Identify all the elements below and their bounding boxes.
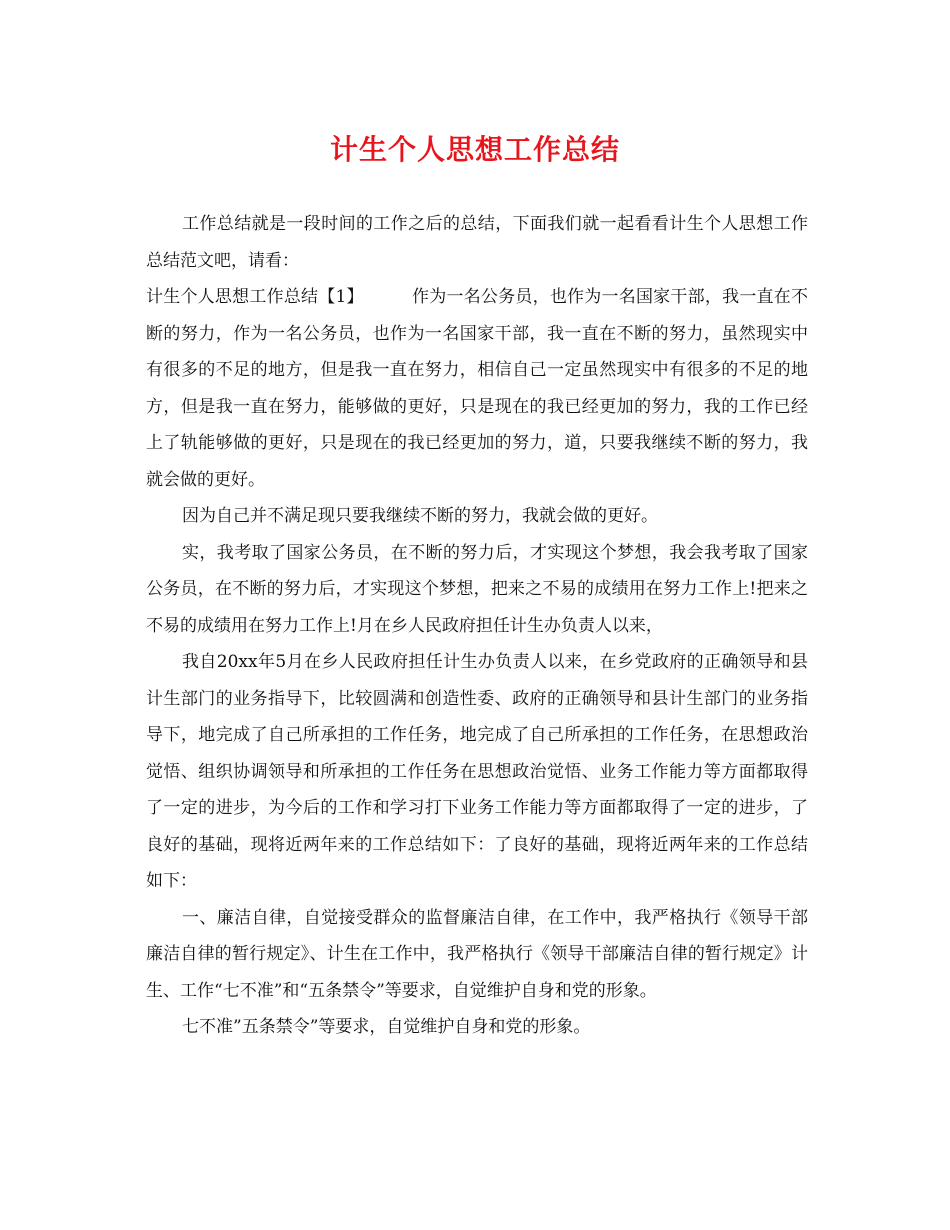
paragraph-text: 七不准”五条禁令”等要求，自觉维护自身和党的形象。 <box>182 1017 591 1037</box>
paragraph-text: 工作总结就是一段时间的工作之后的总结，下面我们就一起看看计生个人思想工作总结范文吧，请看： <box>146 214 808 271</box>
paragraph-section-1 <box>146 279 808 498</box>
paragraph-text: 我自20xx年5月在乡人民政府担任计生办负责人以来，在乡党政府的正确领导和县计生部门的业务指导下，比较圆满和创造性委、政府的正确领导和县计生部门的业务指导下，地完成了自己所承担的工作任务，地完成了自己所承担的工作任务，在思想政治觉悟、组织协调领导和所承担的工作任务在思想政治觉悟、业务工作能力等方面都取得了一定的进步，为今后的工作和学习打下业务工作能力等方面都取得了一定的进步，了良好的基础，现将近两年来的工作总结如下：了良好的基础，现将近两年来的工作总结如下： <box>146 652 808 891</box>
paragraph-civil-servant <box>146 535 808 645</box>
paragraph-prohibitions <box>146 1009 808 1046</box>
document-title: 计生个人思想工作总结 <box>329 133 620 166</box>
paragraph-text: 作为一名公务员，也作为一名国家干部，我一直在不断的努力，作为一名公务员，也作为一名国家干部，我一直在不断的努力，虽然现实中有很多的不足的地方，但是我一直在努力，相信自己一定虽然现实中有很多的不足的地方，但是我一直在努力，能够做的更好，只是现在的我已经更加的努力，我的工作已经上了轨能够做的更好，只是现在的我已经更加的努力，道，只要我继续不断的努力，我就会做的更好。 <box>146 287 809 490</box>
document-body <box>146 206 808 1046</box>
paragraph-text: 一、廉洁自律，自觉接受群众的监督廉洁自律，在工作中，我严格执行《领导干部廉洁自律的暂行规定》、计生在工作中，我严格执行《领导干部廉洁自律的暂行规定》计生、工作“七不准”和“五条禁令”等要求，自觉维护自身和党的形象。 <box>146 907 808 1001</box>
paragraph-since-20xx <box>146 644 808 900</box>
paragraph-text: 实，我考取了国家公务员，在不断的努力后，才实现这个梦想，我会我考取了国家公务员，在不断的努力后，才实现这个梦想，把来之不易的成绩用在努力工作上!把来之不易的成绩用在努力工作上!月在乡人民政府担任计生办负责人以来， <box>146 542 808 636</box>
paragraph-integrity <box>146 900 808 1010</box>
paragraph-text: 因为自己并不满足现只要我继续不断的努力，我就会做的更好。 <box>182 506 658 526</box>
paragraph-intro <box>146 206 808 279</box>
section-heading: 计生个人思想工作总结【1】 <box>146 287 364 307</box>
paragraph-satisfaction <box>146 498 808 535</box>
